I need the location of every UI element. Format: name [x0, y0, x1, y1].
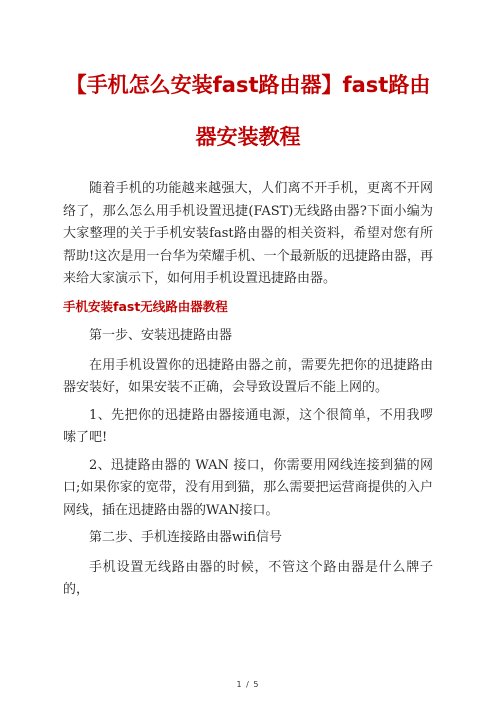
section-heading: 手机安装fast无线路由器教程: [63, 298, 228, 314]
step-1-heading: 第一步、安装迅捷路由器: [89, 328, 233, 343]
list-item-1: 1、先把你的迅捷路由器接通电源，这个很简单，不用我啰嗦了吧!: [63, 407, 433, 445]
step-1-description: 在用手机设置你的迅捷路由器之前，需要先把你的迅捷路由器安装好，如果安装不正确，会导致设置后不能上网的。: [63, 357, 433, 395]
page-indicator: 1 / 5: [236, 680, 260, 689]
document-title-line-2: 器安装教程: [195, 125, 301, 149]
document-title-line-1: 【手机怎么安装fast路由器】fast路由: [65, 73, 431, 97]
intro-paragraph: 随着手机的功能越来越强大，人们离不开手机，更离不开网络了，那么怎么用手机设置迅捷(FAST)无线路由器?下面小编为大家整理的关于手机安装fast路由器的相关资料，希望对您有所帮助!这次是用一台华为荣耀手机、一个最新版的迅捷路由器，再来给大家演示下，如何用手机设置迅捷路由器。: [63, 181, 433, 286]
step-2-heading: 第二步、手机连接路由器wifi信号: [89, 530, 282, 545]
document-body: [63, 178, 433, 602]
step-2-description: 手机设置无线路由器的时候，不管这个路由器是什么牌子的，: [63, 559, 433, 597]
list-item-2: 2、迅捷路由器的 WAN 接口，你需要用网线连接到猫的网口;如果你家的宽带，没有用到猫，那么需要把运营商提供的入户网线，插在迅捷路由器的WAN接口。: [63, 457, 433, 518]
